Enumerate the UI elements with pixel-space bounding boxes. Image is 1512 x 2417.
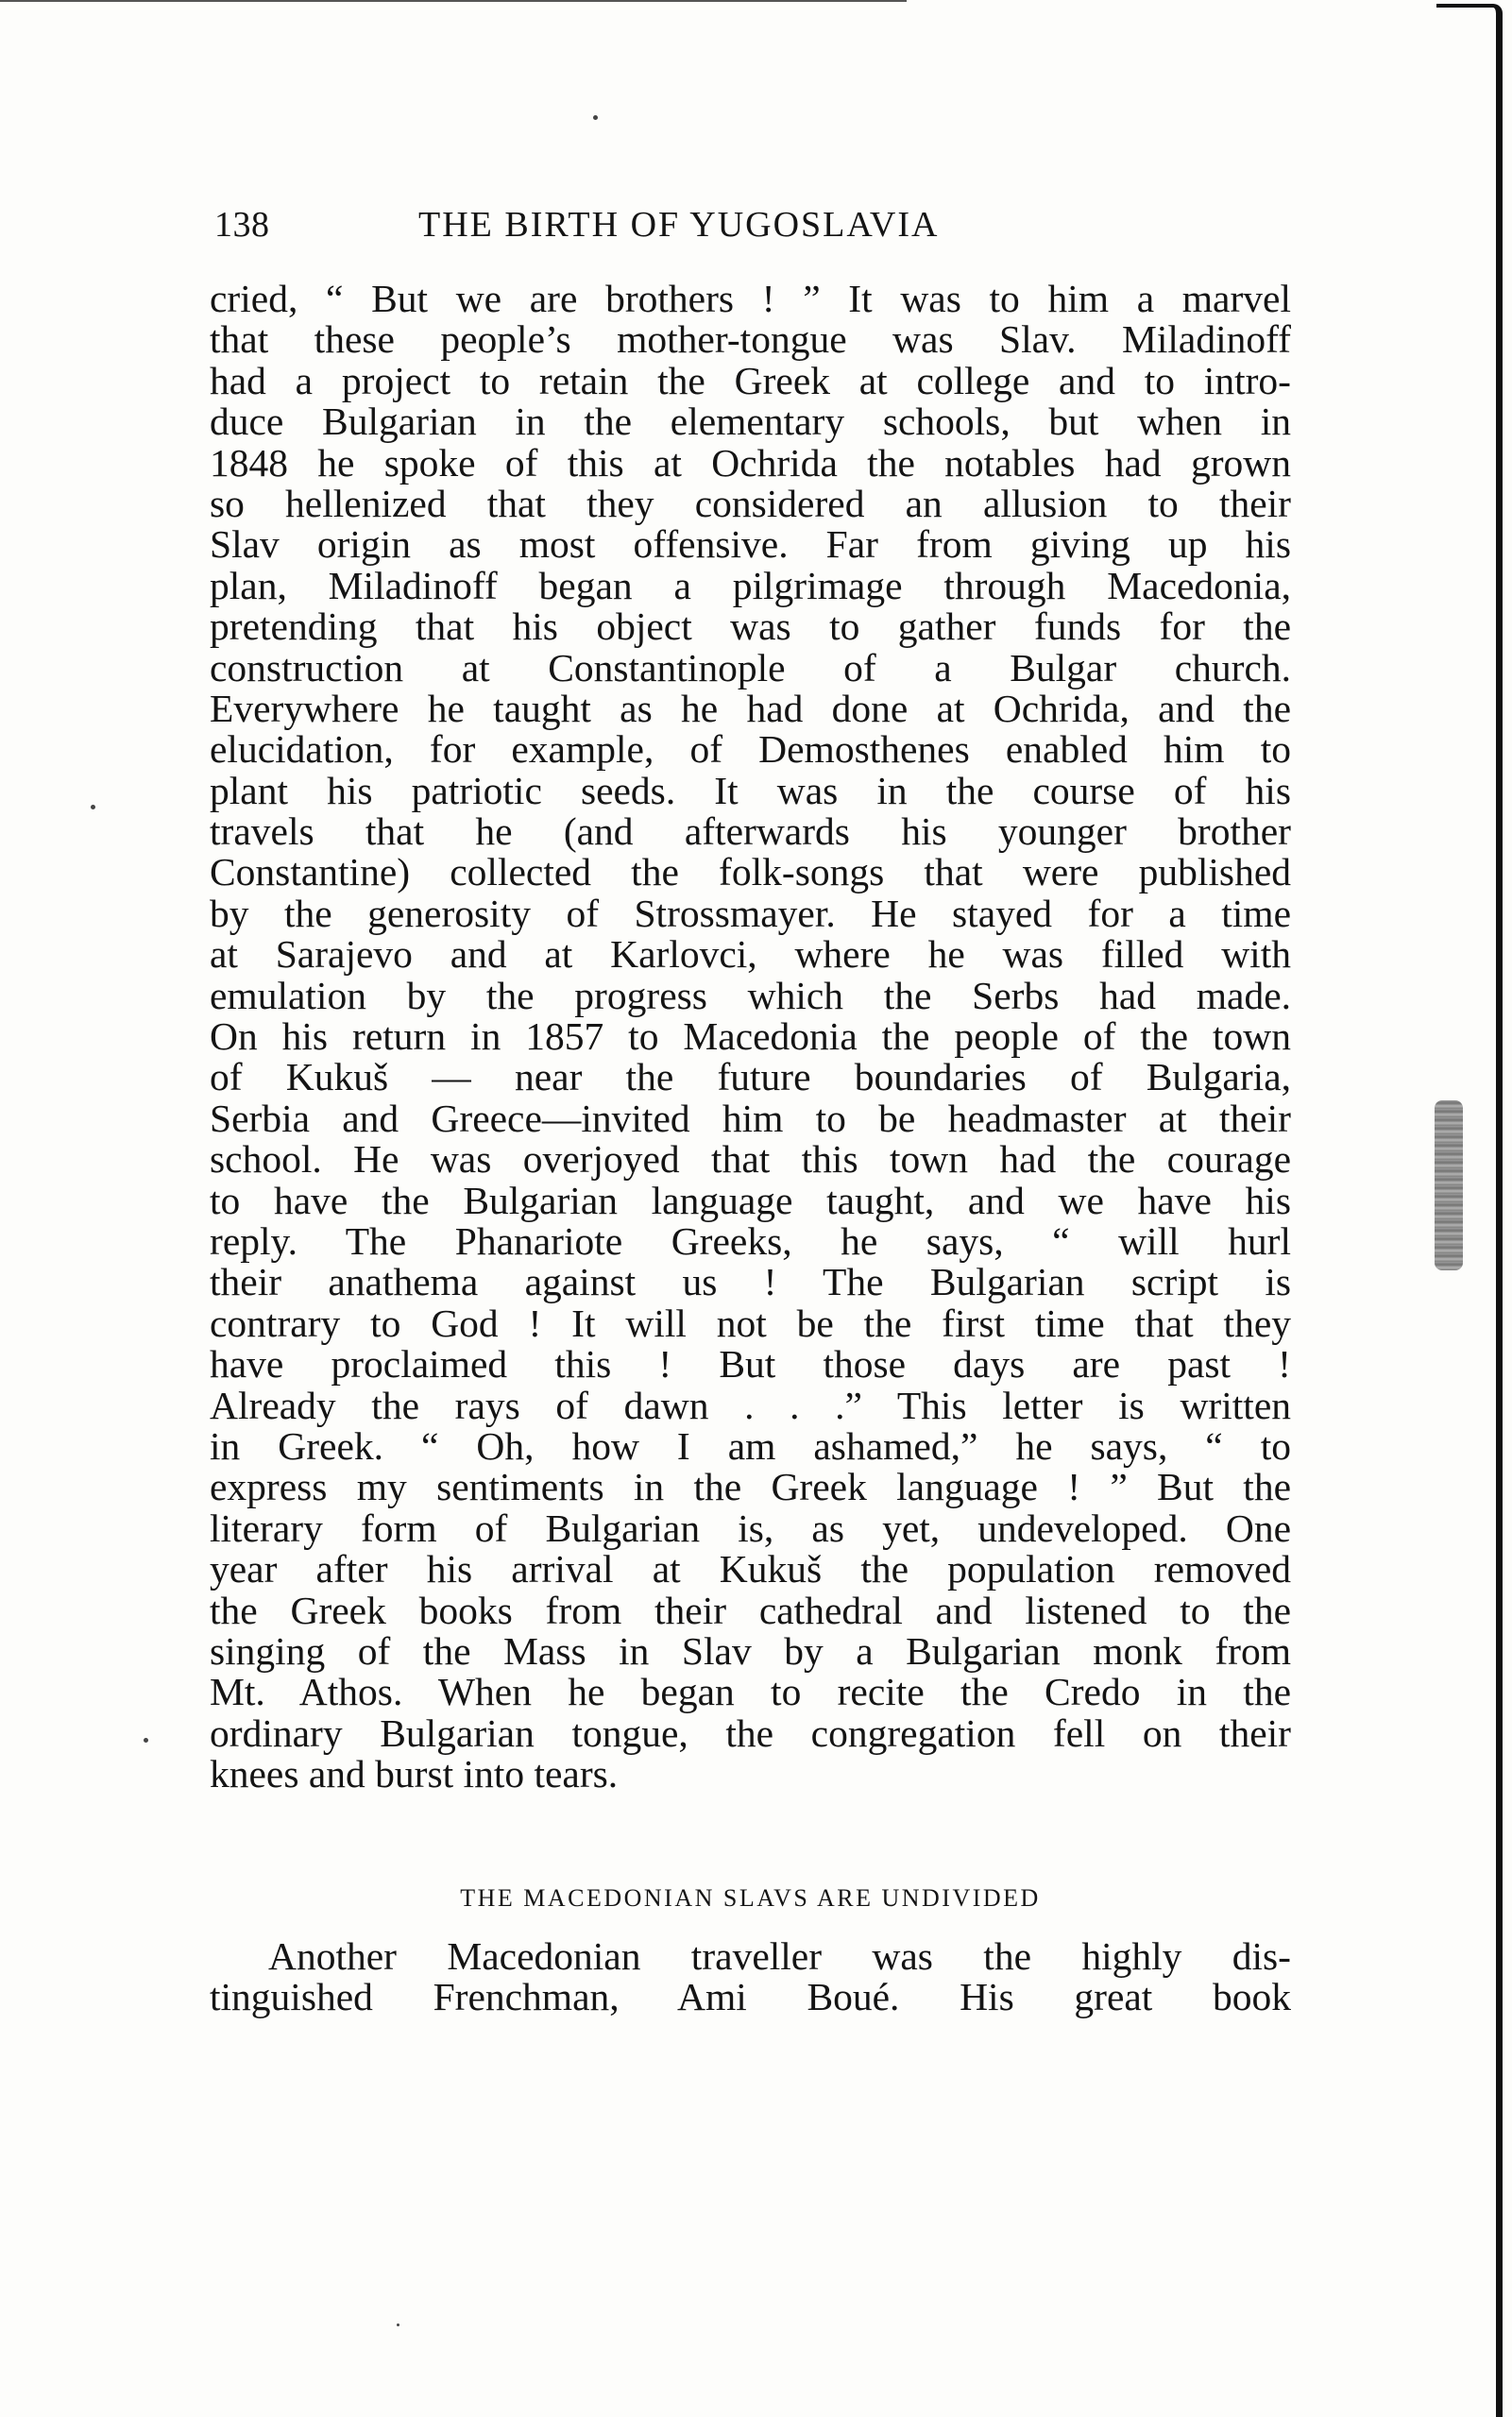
text-line: have proclaimed this ! But those days are past ! (210, 1342, 1291, 1387)
text-line: Another Macedonian traveller was the highly dis- (268, 1934, 1291, 1978)
text-line: duce Bulgarian in the elementary schools, but when in (210, 400, 1291, 444)
text-line: of Kukuš — near the future boundaries of Bulgaria, (210, 1055, 1291, 1099)
text-line: tinguished Frenchman, Ami Boué. His great book (210, 1975, 1291, 2019)
text-line: Already the rays of dawn . . .” This letter is written (210, 1383, 1291, 1427)
text-line: travels that he (and afterwards his younger brother (210, 809, 1291, 854)
text-line: emulation by the progress which the Serbs had made. (210, 973, 1291, 1017)
running-title: THE BIRTH OF YUGOSLAVIA (418, 205, 940, 245)
text-line: Slav origin as most offensive. Far from giving up his (210, 522, 1291, 567)
text-line: construction at Constantinople of a Bulgar church. (210, 645, 1291, 689)
text-line: year after his arrival at Kukuš the population removed (210, 1547, 1291, 1591)
speck (593, 115, 598, 120)
speck (397, 2323, 399, 2326)
text-line: by the generosity of Strossmayer. He stayed for a time (210, 891, 1291, 935)
text-line: school. He was overjoyed that this town had the courage (210, 1137, 1291, 1182)
text-line: the Greek books from their cathedral and listened to the (210, 1588, 1291, 1632)
text-line: Mt. Athos. When he began to recite the Credo in the (210, 1670, 1291, 1714)
text-line: contrary to God ! It will not be the first time that they (210, 1301, 1291, 1345)
text-line: plan, Miladinoff began a pilgrimage through Macedonia, (210, 563, 1291, 607)
text-line: ordinary Bulgarian tongue, the congregation fell on their (210, 1711, 1291, 1755)
section-heading: THE MACEDONIAN SLAVS ARE UNDIVIDED (460, 1884, 1041, 1912)
text-line: Constantine) collected the folk-songs that were published (210, 850, 1291, 894)
text-line: 1848 he spoke of this at Ochrida the notables had grown (210, 440, 1291, 485)
scan-top-rule (0, 0, 907, 2)
text-line: to have the Bulgarian language taught, and we have his (210, 1178, 1291, 1222)
page-number: 138 (214, 205, 270, 245)
text-line: Everywhere he taught as he had done at Ochrida, and the (210, 686, 1291, 730)
text-line: plant his patriotic seeds. It was in the course of his (210, 768, 1291, 812)
speck (91, 805, 95, 809)
text-line: their anathema against us ! The Bulgarian script is (210, 1260, 1291, 1304)
paragraph-1 (210, 279, 1291, 1795)
text-line: literary form of Bulgarian is, as yet, undeveloped. One (210, 1506, 1291, 1550)
text-line: Serbia and Greece—invited him to be headmaster at their (210, 1096, 1291, 1140)
text-line: in Greek. “ Oh, how I am ashamed,” he says, “ to (210, 1423, 1291, 1468)
text-line: On his return in 1857 to Macedonia the people of the town (210, 1014, 1291, 1059)
text-line: singing of the Mass in Slav by a Bulgarian monk from (210, 1628, 1291, 1673)
text-line: so hellenized that they considered an allusion to their (210, 481, 1291, 525)
text-line: had a project to retain the Greek at college and to intro- (210, 358, 1291, 402)
text-line: knees and burst into tears. (210, 1752, 619, 1796)
text-line: pretending that his object was to gather funds for the (210, 604, 1291, 649)
text-line: cried, “ But we are brothers ! ” It was to him a marvel (210, 277, 1291, 320)
text-line: at Sarajevo and at Karlovci, where he was filled with (210, 932, 1291, 977)
text-line: elucidation, for example, of Demosthenes enabled him to (210, 727, 1291, 772)
text-line: that these people’s mother-tongue was Slav. Miladinoff (210, 317, 1291, 362)
scan-right-edge (1496, 17, 1503, 2417)
text-line: express my sentiments in the Greek language ! ” But the (210, 1465, 1291, 1509)
speck (144, 1738, 148, 1743)
paragraph-2 (210, 1936, 1291, 2018)
scan-edge-corner (1436, 4, 1503, 23)
margin-smudge (1435, 1100, 1463, 1270)
text-line: reply. The Phanariote Greeks, he says, “ will hurl (210, 1218, 1291, 1263)
running-header (214, 198, 1291, 251)
